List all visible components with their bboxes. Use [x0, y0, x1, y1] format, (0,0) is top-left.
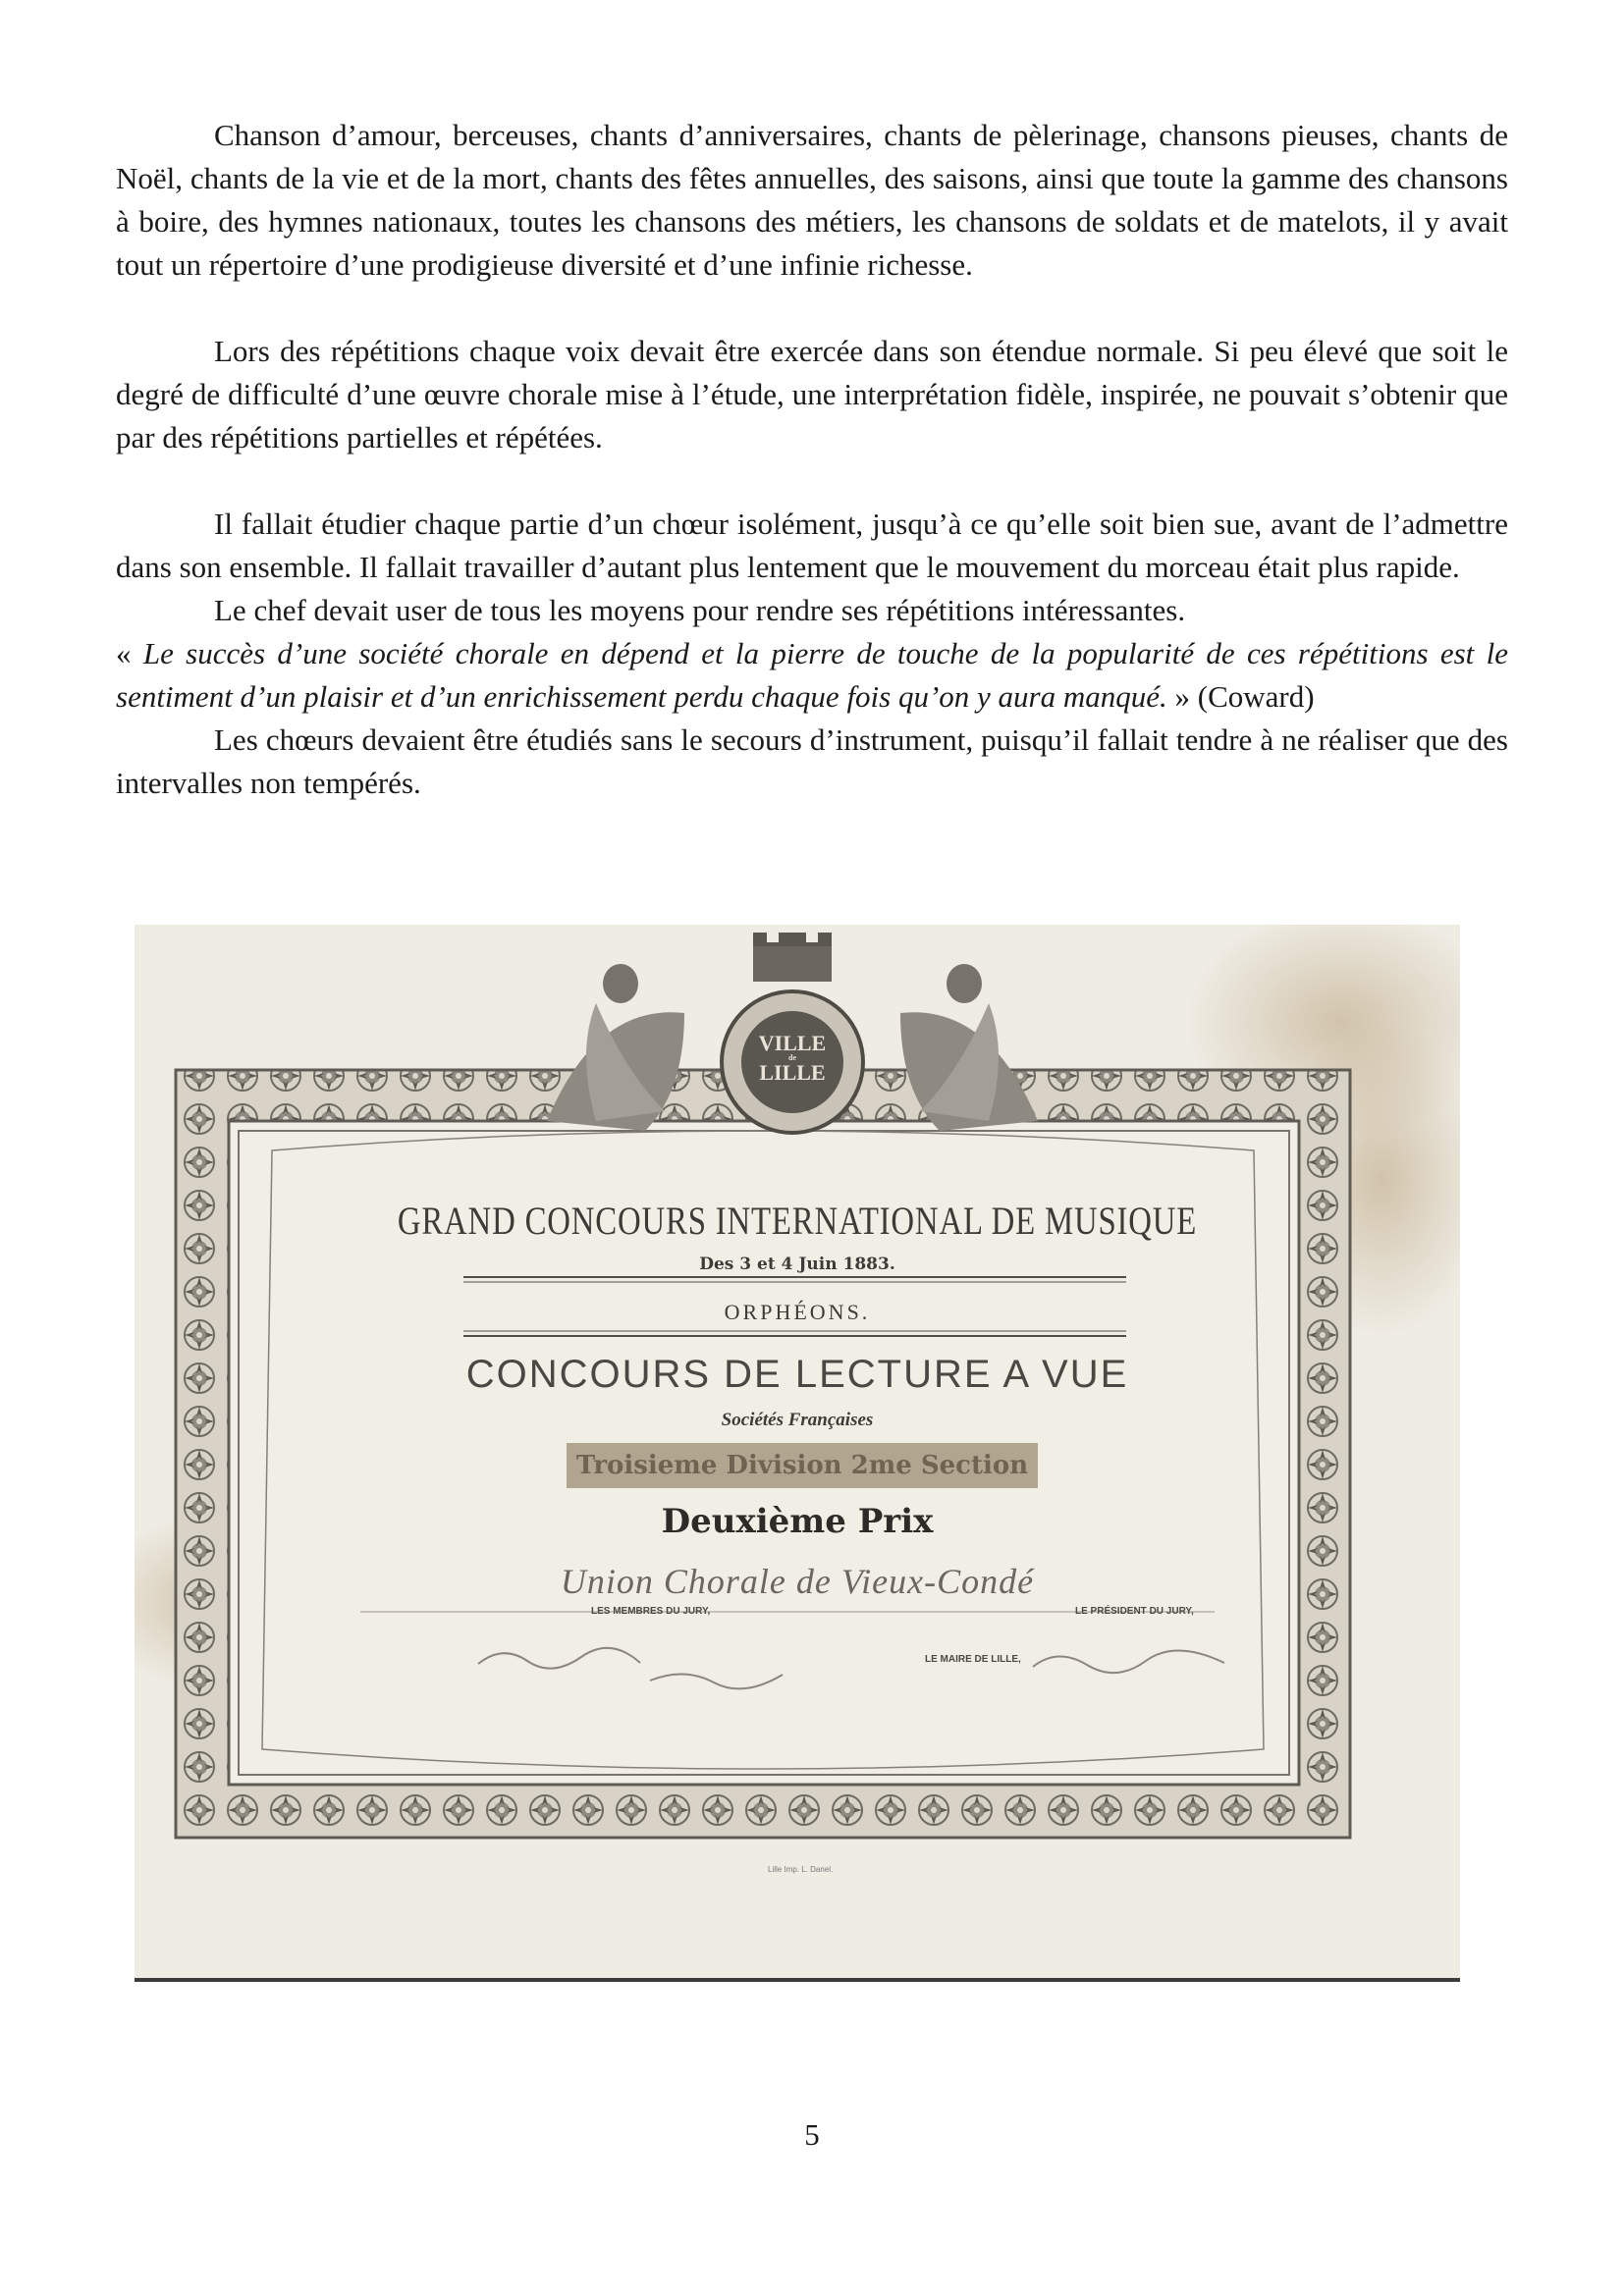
president-label: LE PRÉSIDENT DU JURY,	[1075, 1606, 1194, 1617]
certificate-photo	[135, 925, 1460, 1982]
certificate-prize: Deuxième Prix	[661, 1502, 934, 1541]
paragraph-3: Il fallait étudier chaque partie d’un chœur isolément, jusqu’à ce qu’elle soit bien sue, avant de l’admettre dans son ensemble. Il fallait travailler d’autant plus lentement que le mouvement du morceau était plus rapide.	[116, 507, 1508, 584]
paragraph-5: Les chœurs devaient être étudiés sans le secours d’instrument, puisqu’il fallait tendre à ne réaliser que des intervalles non tempérés.	[116, 722, 1508, 800]
signature-scribble-2	[645, 1659, 822, 1698]
quote-open: «	[116, 636, 143, 670]
signature-scribble-3	[1028, 1641, 1234, 1681]
certificate-division-label: Troisieme Division 2me Section	[567, 1443, 1038, 1488]
certificate-title: GRAND CONCOURS INTERNATIONAL DE MUSIQUE	[397, 1199, 1198, 1243]
paragraph-4: Le chef devait user de tous les moyens pour rendre ses répétitions intéressantes.	[214, 593, 1186, 627]
quote-text: Le succès d’une société chorale en dépend et la pierre de touche de la popularité de ces répétitions est le sentiment d’un plaisir et d’un enrichissement perdu chaque fois qu’on y aura manqué.	[116, 636, 1509, 714]
certificate-contest: CONCOURS DE LECTURE A VUE	[465, 1353, 1129, 1396]
paragraph-1: Chanson d’amour, berceuses, chants d’anniversaires, chants de pèlerinage, chansons pieuses, chants de Noël, chants de la vie et de la mort, chants des fêtes annuelles, des saisons, ainsi que toute la gamme des chansons à boire, des hymnes nationaux, toutes les chansons des métiers, les chansons de soldats et de matelots, il y avait tout un répertoire d’une prodigieuse diversité et d’une infinie richesse.	[116, 118, 1508, 282]
paragraph-2: Lors des répétitions chaque voix devait être exercée dans son étendue normale. Si peu élevé que soit le degré de difficulté d’une œuvre chorale mise à l’étude, une interprétation fidèle, inspirée, ne pouvait s’obtenir que par des répétitions partielles et répétées.	[116, 334, 1508, 454]
quote-close: » (Coward)	[1166, 679, 1315, 714]
ville-de-word: de	[788, 1053, 796, 1062]
maire-label: LE MAIRE DE LILLE,	[925, 1654, 1021, 1665]
certificate-category: ORPHÉONS.	[724, 1300, 871, 1324]
certificate-date: Des 3 et 4 Juin 1883.	[699, 1255, 895, 1274]
page-number: 5	[804, 2117, 820, 2152]
body-text-top	[116, 114, 1508, 805]
coward-quote	[116, 632, 1508, 719]
certificate-societies: Sociétés Françaises	[721, 1410, 874, 1430]
printer-credit: Lille Imp. L. Danel.	[768, 1865, 834, 1874]
ville-de-lille-badge	[753, 1033, 832, 1084]
certificate-recipient: Union Chorale de Vieux-Condé	[560, 1562, 1035, 1601]
lille-word: LILLE	[759, 1060, 826, 1085]
signature-scribble	[473, 1639, 670, 1679]
jury-label: LES MEMBRES DU JURY,	[591, 1606, 711, 1617]
ville-word: VILLE	[758, 1031, 827, 1055]
